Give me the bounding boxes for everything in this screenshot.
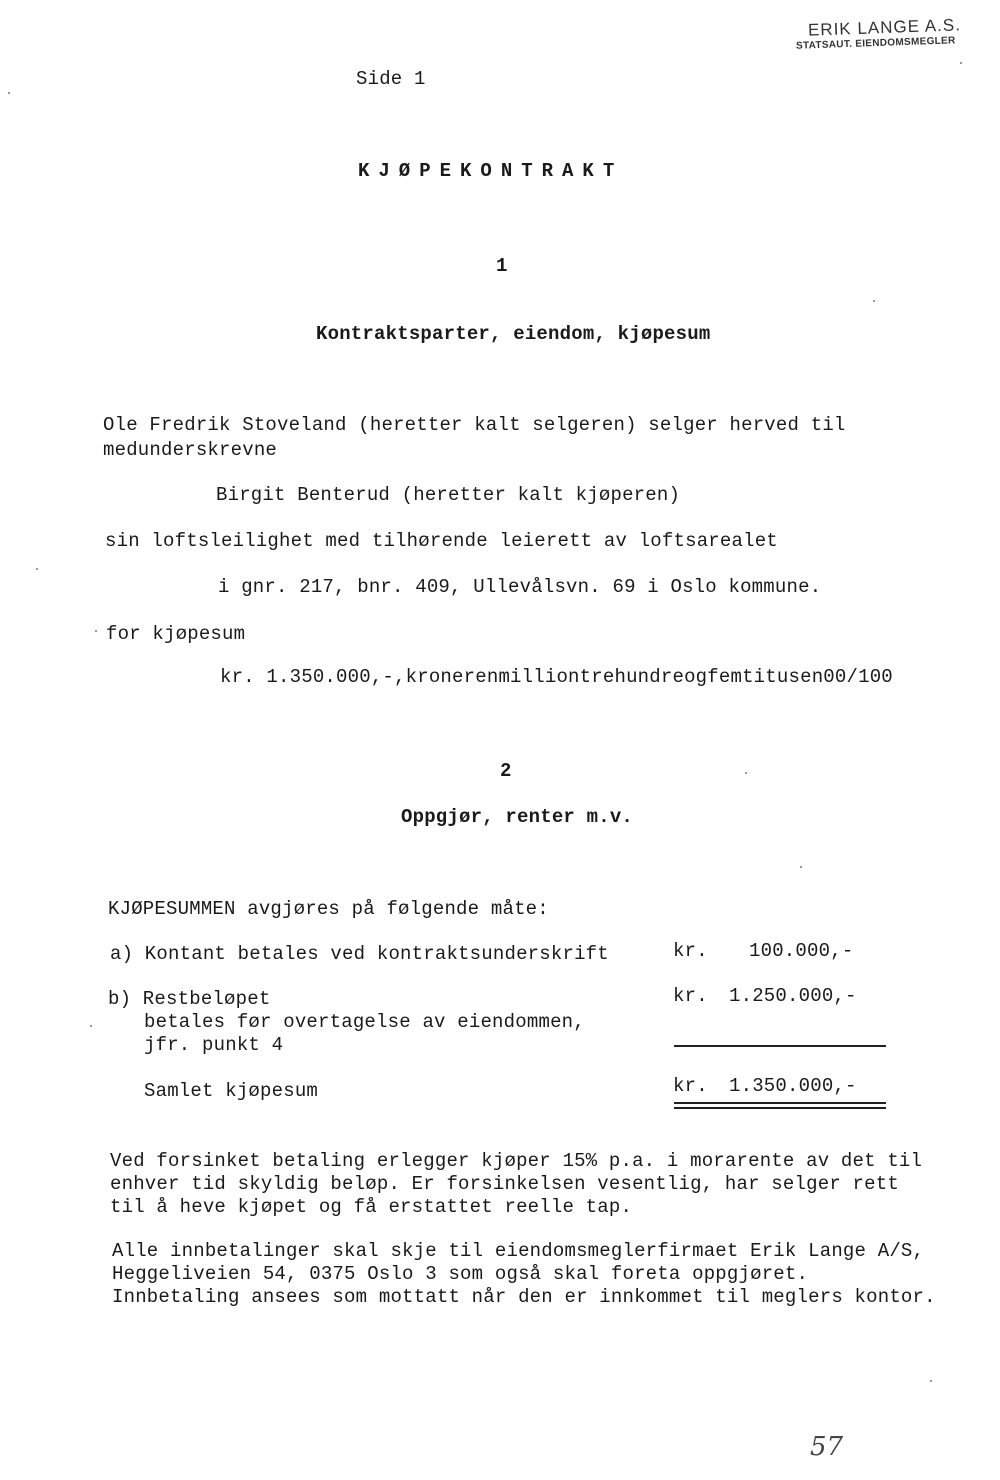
- price-label: for kjøpesum: [106, 623, 246, 645]
- item-b-amount: 1.250.000,-: [729, 985, 857, 1007]
- scan-speck: [800, 866, 802, 868]
- subtotal-rule: [674, 1045, 886, 1047]
- item-a-currency: kr.: [673, 940, 708, 962]
- parties-line-1: Ole Fredrik Stoveland (heretter kalt selgeren) selger herved til: [103, 414, 846, 436]
- payments-line-3: Innbetaling ansees som mottatt når den er innkommet til meglers kontor.: [112, 1286, 936, 1308]
- handwritten-page-number: 57: [810, 1432, 844, 1462]
- payments-line-2: Heggeliveien 54, 0375 Oslo 3 som også skal foreta oppgjøret.: [112, 1263, 809, 1285]
- buyer-line: Birgit Benterud (heretter kalt kjøperen): [216, 484, 681, 506]
- item-b-currency: kr.: [673, 985, 708, 1007]
- late-payment-line-3: til å heve kjøpet og få erstattet reelle tap.: [110, 1196, 633, 1218]
- item-a-label: a) Kontant betales ved kontraktsunderskrift: [110, 943, 609, 965]
- parties-line-2: medunderskrevne: [103, 439, 278, 461]
- property-line: i gnr. 217, bnr. 409, Ullevålsvn. 69 i Oslo kommune.: [218, 576, 822, 598]
- document-title: KJØPEKONTRAKT: [358, 160, 624, 182]
- scan-speck: [36, 568, 38, 570]
- total-currency: kr.: [673, 1075, 708, 1097]
- scan-speck: [960, 62, 962, 64]
- item-b-line-1: b) Restbeløpet: [108, 988, 271, 1010]
- company-stamp-subtitle: STATSAUT. EIENDOMSMEGLER: [795, 35, 956, 52]
- total-label: Samlet kjøpesum: [144, 1080, 319, 1102]
- section-number-1: 1: [496, 255, 508, 277]
- scan-speck: [90, 1025, 92, 1027]
- item-b-line-3: jfr. punkt 4: [144, 1034, 284, 1056]
- late-payment-line-2: enhver tid skyldig beløp. Er forsinkelsen vesentlig, har selger rett: [110, 1173, 899, 1195]
- company-stamp-name: ERIK LANGE A.S.: [807, 15, 962, 40]
- scan-speck: [873, 300, 875, 302]
- object-line: sin loftsleilighet med tilhørende leierett av loftsarealet: [105, 530, 778, 552]
- price-line: kr. 1.350.000,-,kronerenmilliontrehundreogfemtitusen00/100: [220, 666, 893, 688]
- scan-speck: [930, 1380, 932, 1382]
- section-heading-1: Kontraktsparter, eiendom, kjøpesum: [316, 323, 711, 345]
- page-label: Side 1: [356, 68, 426, 90]
- total-double-rule-top: [674, 1102, 886, 1104]
- section-number-2: 2: [500, 760, 512, 782]
- item-a-amount: 100.000,-: [749, 940, 854, 962]
- total-double-rule-bottom: [674, 1107, 886, 1109]
- scan-speck: [95, 630, 97, 632]
- item-b-line-2: betales før overtagelse av eiendommen,: [144, 1011, 585, 1033]
- scan-speck: [745, 772, 747, 774]
- settlement-intro: KJØPESUMMEN avgjøres på følgende måte:: [108, 898, 549, 920]
- section-heading-2: Oppgjør, renter m.v.: [401, 806, 634, 828]
- total-amount: 1.350.000,-: [729, 1075, 857, 1097]
- payments-line-1: Alle innbetalinger skal skje til eiendomsmeglerfirmaet Erik Lange A/S,: [112, 1240, 925, 1262]
- late-payment-line-1: Ved forsinket betaling erlegger kjøper 15% p.a. i morarente av det til: [110, 1150, 923, 1172]
- scan-speck: [8, 92, 10, 94]
